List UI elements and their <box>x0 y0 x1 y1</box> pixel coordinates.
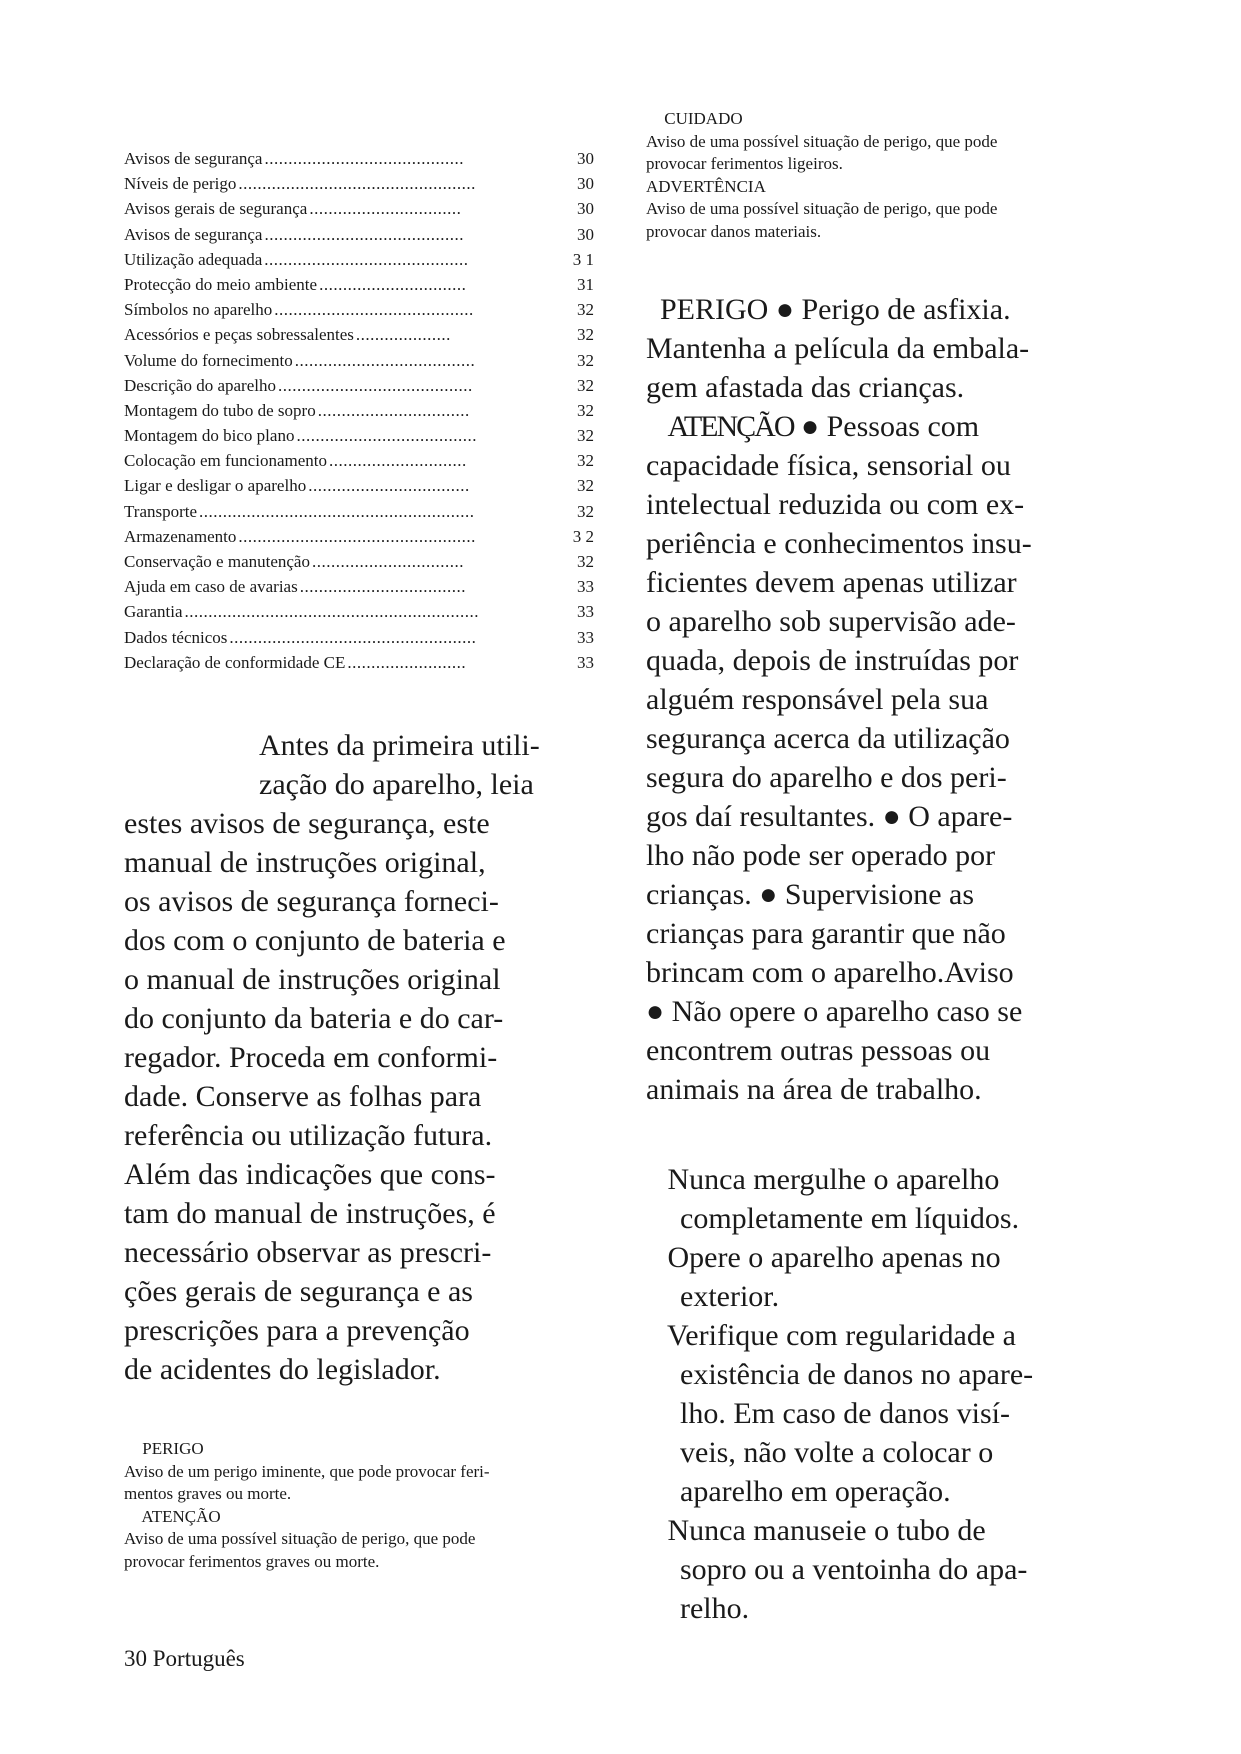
toc-leader: ................................ <box>309 199 462 219</box>
toc-page-number: 32 <box>577 375 594 395</box>
safety-line: ● Não opere o aparelho caso se <box>646 995 1023 1028</box>
toc-title: Ajuda em caso de avarias <box>124 577 298 597</box>
intro-line: tam do manual de instruções, é <box>124 1197 496 1230</box>
legend-desc: Aviso de uma possível situação de perigo, que pode <box>124 1529 476 1548</box>
toc-leader: ................................ <box>317 400 470 420</box>
safety-line: periência e conhecimentos insu- <box>646 527 1032 560</box>
rule-line: relho. <box>680 1592 750 1625</box>
intro-line: regador. Proceda em conformi- <box>124 1041 498 1074</box>
intro-line: manual de instruções original, <box>124 846 486 879</box>
toc-leader: ............................... <box>319 274 467 294</box>
toc-entry <box>124 146 594 171</box>
toc-title: Símbolos no aparelho <box>124 300 273 320</box>
legend-heading: CUIDADO <box>664 109 743 128</box>
toc-entry <box>124 297 594 322</box>
toc-page-number: 32 <box>577 501 594 521</box>
safety-line: animais na área de trabalho. <box>646 1073 982 1106</box>
toc-page-number: 33 <box>577 652 594 672</box>
legend-heading: ATENÇÃO <box>141 1506 221 1526</box>
safety-line: o aparelho sob supervisão ade- <box>646 605 1016 638</box>
toc-leader: ...................................... <box>294 350 476 370</box>
safety-line: segura do aparelho e dos peri- <box>646 761 1007 794</box>
intro-line: de acidentes do legislador. <box>124 1353 441 1386</box>
signal-word-legend-left <box>124 1438 584 1573</box>
rule-line: aparelho em operação. <box>680 1475 951 1508</box>
signal-word-legend-right <box>646 108 1126 243</box>
intro-line: prescrições para a prevenção <box>124 1314 470 1347</box>
rule-line: completamente em líquidos. <box>680 1202 1020 1235</box>
safety-rule <box>646 1511 1116 1628</box>
safety-line: lho não pode ser operado por <box>646 839 996 872</box>
intro-line: ções gerais de segurança e as <box>124 1275 473 1308</box>
toc-page-number: 32 <box>577 476 594 496</box>
safety-line: ATENÇÃO ● Pessoas com <box>667 410 980 443</box>
safety-line: segurança acerca da utilização <box>646 722 1010 755</box>
toc-entry <box>124 171 594 196</box>
safety-rule <box>646 1316 1116 1511</box>
toc-title: Armazenamento <box>124 526 237 546</box>
legend-desc: provocar danos materiais. <box>646 221 822 241</box>
toc-entry <box>124 322 594 347</box>
toc-leader: ................................ <box>311 552 464 571</box>
legend-desc: Aviso de uma possível situação de perigo, que pode <box>646 199 998 218</box>
toc-entry <box>124 272 594 297</box>
intro-line: Além das indicações que cons- <box>124 1158 496 1191</box>
safety-line: encontrem outras pessoas ou <box>646 1034 991 1067</box>
toc-title: Dados técnicos <box>124 627 228 647</box>
intro-line: dade. Conserve as folhas para <box>124 1080 482 1113</box>
toc-leader: .......................................... <box>264 224 464 244</box>
intro-line: o manual de instruções original <box>124 963 501 996</box>
toc-leader: ......................................... <box>277 375 473 395</box>
rule-line: Opere o aparelho apenas no <box>667 1241 1001 1274</box>
intro-line: do conjunto da bateria e do car- <box>124 1002 504 1035</box>
toc-leader: .................................................. <box>238 526 476 546</box>
toc-page-number: 30 <box>577 149 594 168</box>
safety-line: intelectual reduzida ou com ex- <box>646 488 1025 521</box>
toc-entry <box>124 398 594 423</box>
toc-page-number: 33 <box>577 577 594 597</box>
toc-page-number: 30 <box>577 224 594 244</box>
toc-leader: .............................................................. <box>184 602 480 622</box>
intro-line: necessário observar as prescri- <box>124 1236 492 1269</box>
intro-line: estes avisos de segurança, este <box>124 807 490 840</box>
toc-page-number: 3 2 <box>572 526 594 546</box>
toc-title: Avisos gerais de segurança <box>124 199 308 219</box>
toc-entry <box>124 524 594 549</box>
toc-entry <box>124 247 594 272</box>
safety-line: crianças. ● Supervisione as <box>646 878 975 911</box>
toc-title: Volume do fornecimento <box>124 350 293 370</box>
toc-entry <box>124 549 594 574</box>
toc-title: Conservação e manutenção <box>124 552 310 571</box>
toc-leader: .................... <box>355 325 451 345</box>
toc-leader: ............................. <box>328 451 467 471</box>
intro-line: os avisos de segurança forneci- <box>124 885 499 918</box>
toc-entry <box>124 499 594 524</box>
safety-rule <box>646 1160 1116 1238</box>
toc-page-number: 31 <box>577 274 594 294</box>
toc-page-number: 32 <box>577 400 594 420</box>
intro-paragraph <box>124 726 584 1389</box>
toc-title: Montagem do bico plano <box>124 426 295 446</box>
toc-leader: ......................... <box>347 652 467 672</box>
safety-line: capacidade física, sensorial ou <box>646 449 1011 482</box>
toc-entry <box>124 599 594 624</box>
toc-leader: .......................................... <box>274 300 474 320</box>
toc-title: Avisos de segurança <box>124 149 263 168</box>
toc-title: Montagem do tubo de sopro <box>124 400 316 420</box>
toc-page-number: 32 <box>577 451 594 471</box>
toc-leader: ........................................... <box>264 249 469 269</box>
page-footer: 30 Português <box>124 1646 245 1671</box>
toc-title: Ligar e desligar o aparelho <box>124 476 307 496</box>
rule-line: exterior. <box>680 1280 780 1313</box>
toc-leader: .................................................. <box>238 174 476 194</box>
toc-leader: ................................... <box>299 577 466 597</box>
intro-line: zação do aparelho, leia <box>259 768 534 801</box>
toc-page-number: 32 <box>577 350 594 370</box>
toc-entry <box>124 650 594 675</box>
table-of-contents <box>124 146 594 675</box>
toc-page-number: 33 <box>577 627 594 647</box>
safety-line: ficientes devem apenas utilizar <box>646 566 1017 599</box>
toc-title: Acessórios e peças sobressalentes <box>124 325 354 345</box>
toc-page-number: 30 <box>577 199 594 219</box>
legend-heading: PERIGO <box>142 1439 204 1458</box>
rule-line: veis, não volte a colocar o <box>680 1436 994 1469</box>
safety-line: crianças para garantir que não <box>646 917 1006 950</box>
toc-entry <box>124 196 594 221</box>
toc-title: Níveis de perigo <box>124 174 237 194</box>
rule-line: Nunca manuseie o tubo de <box>667 1514 986 1547</box>
toc-title: Avisos de segurança <box>124 224 263 244</box>
legend-desc: provocar ferimentos ligeiros. <box>646 154 843 173</box>
toc-page-number: 32 <box>577 426 594 446</box>
safety-rules-list <box>646 1160 1116 1628</box>
legend-desc: Aviso de uma possível situação de perigo, que pode <box>646 131 998 151</box>
toc-leader: .................................. <box>308 476 470 496</box>
toc-entry <box>124 574 594 599</box>
toc-title: Transporte <box>124 501 198 521</box>
intro-line: Antes da primeira utili- <box>259 729 540 762</box>
safety-line: brincam com o aparelho.Aviso <box>646 956 1014 989</box>
rule-line: sopro ou a ventoinha do apa- <box>680 1553 1028 1586</box>
toc-title: Utilização adequada <box>124 249 263 269</box>
toc-page-number: 32 <box>577 325 594 345</box>
toc-entry <box>124 348 594 373</box>
intro-line: referência ou utilização futura. <box>124 1119 493 1152</box>
toc-page-number: 32 <box>577 552 594 571</box>
toc-title: Declaração de conformidade CE <box>124 652 346 672</box>
toc-title: Colocação em funcionamento <box>124 451 327 471</box>
toc-title: Descrição do aparelho <box>124 375 276 395</box>
legend-desc: mentos graves ou morte. <box>124 1484 292 1503</box>
rule-line: Verifique com regularidade a <box>666 1319 1016 1352</box>
toc-entry <box>124 222 594 247</box>
legend-desc: Aviso de um perigo iminente, que pode provocar feri- <box>124 1461 490 1481</box>
toc-entry <box>124 625 594 650</box>
toc-entry <box>124 473 594 498</box>
toc-page-number: 32 <box>577 300 594 320</box>
safety-rule <box>646 1238 1116 1316</box>
safety-line: Mantenha a película da embala- <box>646 332 1030 365</box>
toc-entry <box>124 448 594 473</box>
legend-desc: provocar ferimentos graves ou morte. <box>124 1551 380 1571</box>
toc-page-number: 3 1 <box>572 249 594 269</box>
toc-page-number: 30 <box>577 174 594 194</box>
rule-line: existência de danos no apare- <box>680 1358 1034 1391</box>
toc-leader: ...................................... <box>296 426 477 446</box>
toc-title: Protecção do meio ambiente <box>124 274 318 294</box>
toc-entry <box>124 423 594 448</box>
toc-leader: .................................................... <box>229 627 477 647</box>
toc-title: Garantia <box>124 602 183 622</box>
rule-line: lho. Em caso de danos visí- <box>680 1397 1010 1430</box>
safety-line: alguém responsável pela sua <box>646 683 989 716</box>
rule-line: Nunca mergulhe o aparelho <box>667 1163 1000 1196</box>
safety-line: gos daí resultantes. ● O apare- <box>646 800 1013 833</box>
toc-entry <box>124 373 594 398</box>
safety-warnings <box>646 290 1106 1109</box>
toc-page-number: 33 <box>577 602 594 622</box>
safety-line: quada, depois de instruídas por <box>646 644 1019 677</box>
legend-heading: ADVERTÊNCIA <box>646 176 766 196</box>
intro-line: dos com o conjunto de bateria e <box>124 924 506 957</box>
toc-leader: .......................................... <box>264 149 464 168</box>
safety-line: gem afastada das crianças. <box>646 371 965 404</box>
safety-line: PERIGO ● Perigo de asfixia. <box>660 293 1011 326</box>
toc-leader: .......................................................... <box>199 501 475 521</box>
